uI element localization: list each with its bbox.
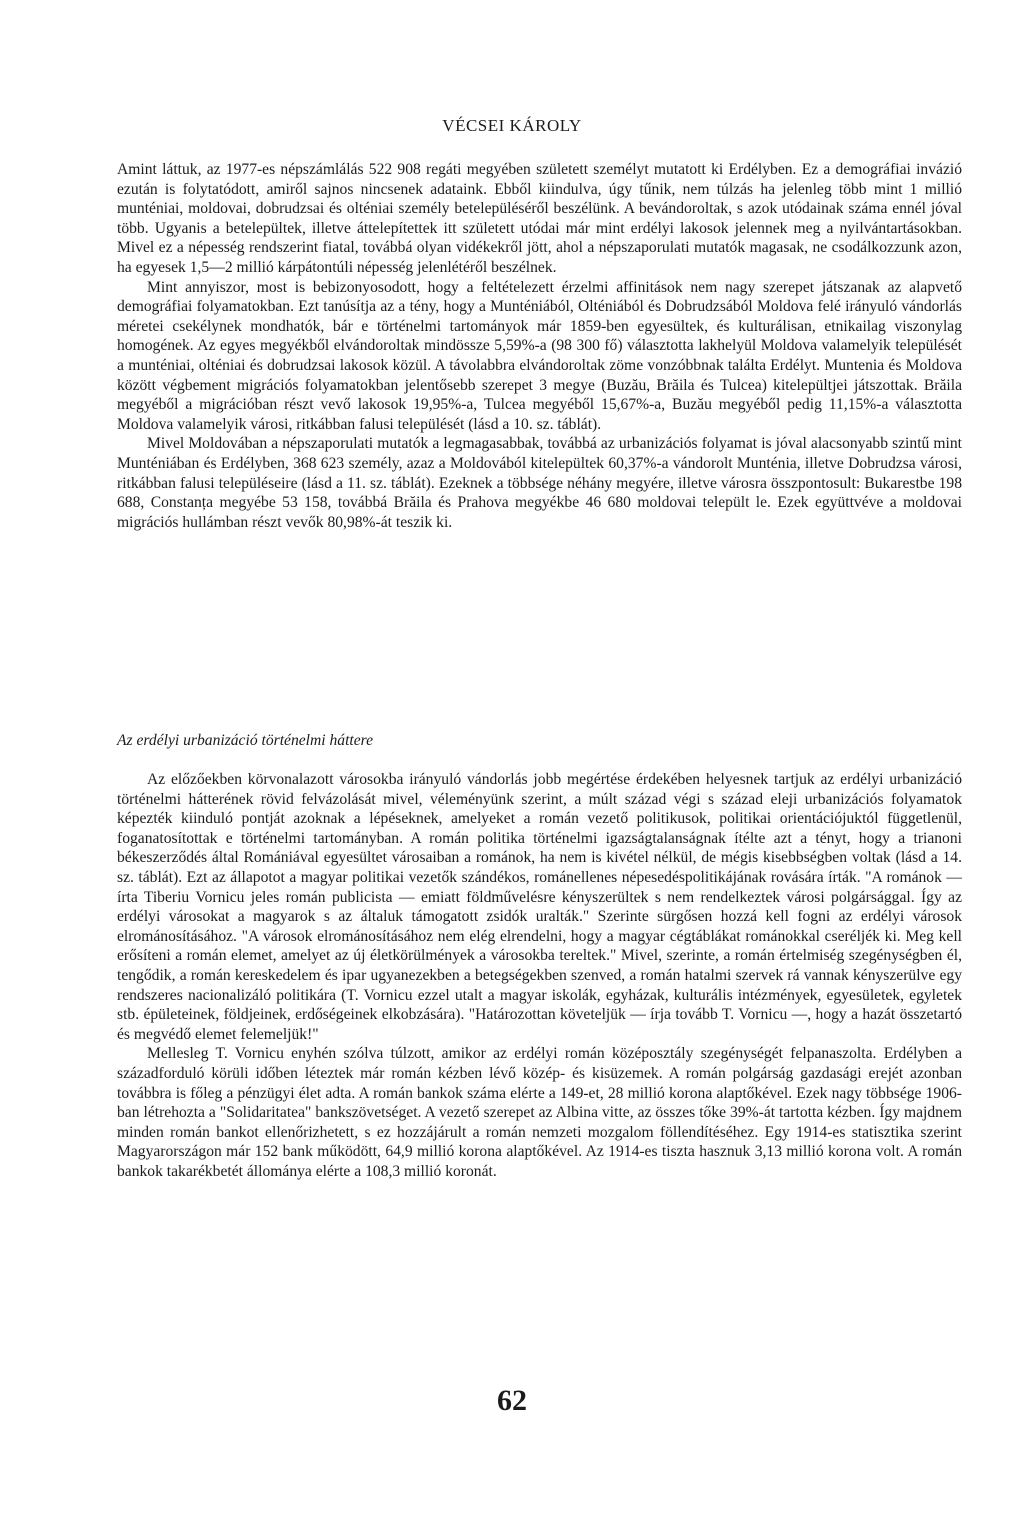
body-text-section-1 xyxy=(117,160,962,532)
paragraph: Mivel Moldovában a népszaporulati mutatók a legmagasabbak, továbbá az urbanizációs folyamat is jóval alacsonyabb szintű mint Munténiában és Erdélyben, 368 623 személy, azaz a Moldovából kitelepültek 60,37%-a vándorolt Munténia, illetve Dobrudzsa városi, ritkábban falusi településeire (lásd a 11. sz. táblát). Ezeknek a többsége néhány megyére, illetve városra összpontosult: Bukarestbe 198 688, Constanța megyébe 53 158, továbbá Brăila és Prahova megyékbe 46 680 moldovai települt le. Ezek együttvéve a moldovai migrációs hullámban részt vevők 80,98%-át teszik ki. xyxy=(117,435,962,531)
paragraph: Az előzőekben körvonalazott városokba irányuló vándorlás jobb megértése érdekében helyesnek tartjuk az erdélyi urbanizáció történelmi hátterének rövid felvázolását mivel, véleményünk szerint, a múlt század végi s század eleji urbanizációs folyamatok képezték kiinduló pontját azoknak a lépéseknek, amelyeket a román vezető politikusok, politikai orientációjuktól függetlenül, foganatosítottak e történelmi tartományban. A román politika történelmi igazságtalanságnak ítélte azt a tényt, hogy a trianoni békeszerződés által Romániával egyesültet városaiban a románok, ha nem is kivétel nélkül, de mégis kisebbségben voltak (lásd a 14. sz. táblát). Ezt az állapotot a magyar politikai vezetők szándékos, románellenes népesedéspolitikájának rovására írták. "A románok — írta Tiberiu Vornicu jeles román publicista — emiatt földművelésre kényszerültek s nem rendelkeztek városi polgársággal. Így az erdélyi városokat a magyarok s az általuk támogatott zsidók uralták." Szerinte sürgősen hozzá kell fogni az erdélyi városok elrománosításához. "A városok elrománosításához nem elég elrendelni, hogy a magyar cégtáblákat románokkal cseréljék ki. Meg kell erősíteni a román elemet, amelyet az új életkörülmények a városokba tereltek." Mivel, szerinte, a román értelmiség szegénységben él, tengődik, a román kereskedelem és ipar ugyanezekben a betegségekben szenved, a román hatalmi szervek rá vannak kényszerülve egy rendszeres nacionalizáló politikára (T. Vornicu ezzel utalt a magyar iskolák, egyházak, kulturális intézmények, egyesületek, egyletek stb. épületeinek, földjeinek, erdőségeinek elkobzására). "Határozottan követeljük — írja tovább T. Vornicu —, hogy a hazát összetartó és megvédő elemet felemeljük!" xyxy=(117,771,962,1043)
page-number: 62 xyxy=(497,1384,527,1417)
section-heading: Az erdélyi urbanizáció történelmi háttere xyxy=(117,732,374,749)
paragraph: Amint láttuk, az 1977-es népszámlálás 522 908 regáti megyében született személyt mutatott ki Erdélyben. Ez a demográfiai invázió ezután is folytatódott, amiről sajnos nincsenek adataink. Ebből kiindulva, úgy tűnik, nem túlzás ha jelenleg több mint 1 millió munténiai, moldovai, dobrudzsai és olténiai személy betelepüléséről beszélünk. A bevándoroltak, s azok utódainak száma ennél jóval több. Ugyanis a betelepültek, illetve áttelepítettek itt született utódai már mint erdélyi lakosok jelennek meg a nyilvántartásokban. Mivel ez a népesség rendszerint fiatal, továbbá olyan vidékekről jött, ahol a népszaporulati mutatók magasak, ne csodálkozzunk azon, ha egyesek 1,5—2 millió kárpátontúli népesség jelenlétéről beszélnek. xyxy=(117,161,962,276)
running-head-author: VÉCSEI KÁROLY xyxy=(442,116,582,135)
body-text-section-2 xyxy=(117,770,962,1181)
paragraph: Mint annyiszor, most is bebizonyosodott, hogy a feltételezett érzelmi affinitások nem nagy szerepet játszanak az alapvető demográfiai folyamatokban. Ezt tanúsítja az a tény, hogy a Munténiából, Olténiából és Dobrudzsából Moldova felé irányuló vándorlás méretei csekélynek mondhatók, bár e történelmi tartományok már 1859-ben egyesültek, és kulturálisan, etnikailag viszonylag homogének. Az egyes megyékből elvándoroltak mindössze 5,59%-a (98 300 fő) választotta lakhelyül Moldova valamelyik települését a munténiai, olténiai és dobrudzsai lakosok közül. A távolabbra elvándoroltak zöme vonzóbbnak találta Erdélyt. Muntenia és Moldova között végbement migrációs folyamatokban jelentősebb szerepet 3 megye (Buzău, Brăila és Tulcea) kitelepültjei játszottak. Brăila megyéből a migrációban részt vevő lakosok 19,95%-a, Tulcea megyéből 15,67%-a, Buzău megyéből pedig 11,15%-a választotta Moldova valamelyik városi, ritkábban falusi települését (lásd a 10. sz. táblát). xyxy=(117,278,962,433)
paragraph: Mellesleg T. Vornicu enyhén szólva túlzott, amikor az erdélyi román középosztály szegénységét felpanaszolta. Erdélyben a századforduló körüli időben léteztek már román kézben lévő közép- és kisüzemek. A román polgárság gazdasági erejét azonban továbbra is főleg a pénzügyi élet adta. A román bankok száma elérte a 149-et, 28 millió korona alaptőkével. Ezek nagy többsége 1906-ban létrehozta a "Solidaritatea" bankszövetséget. A vezető szerepet az Albina vitte, az összes tőke 39%-át tartotta kézben. Így majdnem minden román bankot ellenőrizhetett, s ez hozzájárult a román nemzeti mozgalom föllendítéséhez. Egy 1914-es statisztika szerint Magyarországon már 152 bank működött, 64,9 millió korona alaptőkével. Az 1914-es tiszta hasznuk 3,13 millió korona volt. A román bankok takarékbetét állománya elérte a 108,3 millió koronát. xyxy=(117,1045,962,1180)
